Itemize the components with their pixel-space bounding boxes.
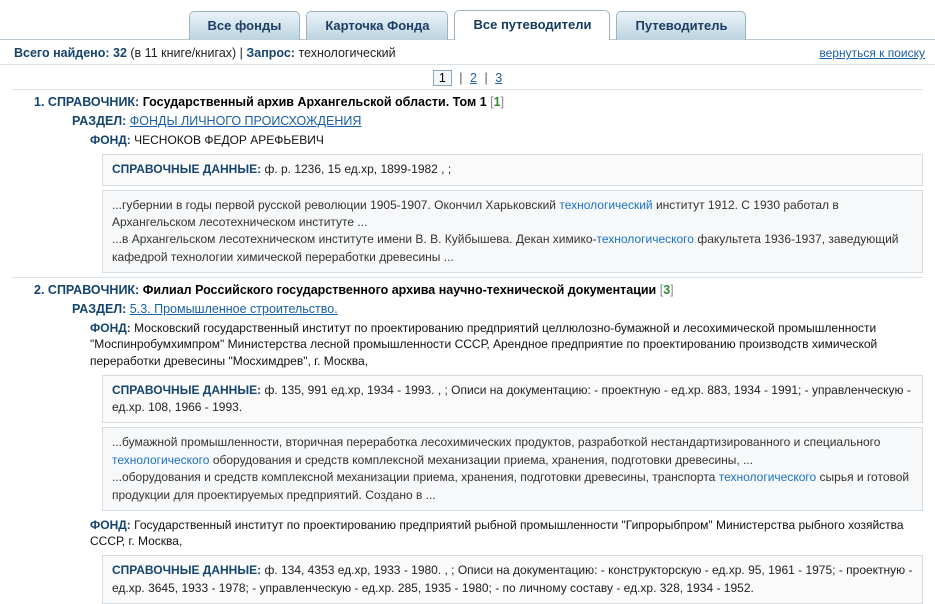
result-header (12, 89, 923, 112)
fond-label: ФОНД: (90, 321, 131, 336)
result-body (12, 112, 923, 273)
page-3-button[interactable]: 3 (495, 71, 503, 85)
tab-all-funds[interactable]: Все фонды (189, 11, 301, 40)
razdel-row (72, 300, 923, 318)
snippet-panel (102, 190, 923, 274)
razdel-link[interactable]: 5.3. Промышленное строительство. (129, 302, 338, 317)
reference-data-label: СПРАВОЧНЫЕ ДАННЫЕ: (112, 162, 262, 177)
query-value: технологический (298, 46, 396, 60)
pager-sep-1: | (459, 71, 463, 85)
page-2-button[interactable]: 2 (470, 71, 477, 85)
page-1-button[interactable]: 1 (433, 70, 452, 86)
result-hit-count: [1] (490, 95, 505, 109)
fond-value: Государственный институт по проектированию предприятий рыбной промышленности "Гипрорыбпром" Министерства рыбного хозяйства СССР, г. Москва, (90, 518, 904, 549)
found-books: (в 11 книге/книгах) (130, 46, 237, 60)
infobar-separator: | (239, 46, 243, 60)
snippet-line: ...губернии в годы первой русской революции 1905-1907. Окончил Харьковский технологический институт 1912. С 1930 работал в Архангельском лесотехническом институте ... (112, 197, 839, 229)
reference-data-value: ф. 134, 4353 ед.хр, 1933 - 1980. , ; Описи на документацию: - конструкторскую - ед.хр. 95, 1961 - 1975; - проектную - ед.хр. 3645, 1933 - 1978; - управленческую - ед.хр. 285, 1935 - 1980; - по личному составу - ед.хр. 328, 1934 - 1952. (112, 563, 913, 595)
result-header (12, 277, 923, 300)
reference-data-label: СПРАВОЧНЫЕ ДАННЫЕ: (112, 382, 262, 397)
razdel-label: РАЗДЕЛ: (72, 302, 127, 317)
reference-data-panel (102, 555, 923, 604)
back-to-search-link[interactable]: вернуться к поиску (819, 46, 925, 60)
snippet-line: ...в Архангельском лесотехническом институте имени В. В. Куйбышева. Декан химико-технологического факультета 1936-1937, заведующий кафедрой технологии химической переработки древесины ... (112, 232, 899, 264)
result-title: Государственный архив Архангельской области. Том 1 (142, 95, 487, 109)
fond-row (72, 515, 923, 551)
result-item (12, 277, 923, 604)
pagination (0, 65, 935, 89)
fond-row (72, 130, 923, 150)
query-highlight: технологического (596, 232, 694, 247)
query-highlight: технологического (112, 452, 210, 467)
query-highlight: технологический (559, 197, 653, 212)
tab-guide[interactable]: Путеводитель (616, 11, 746, 40)
fond-label: ФОНД: (90, 133, 131, 147)
result-body (12, 300, 923, 604)
reference-data-value: ф. р. 1236, 15 ед.хр, 1899-1982 , ; (264, 162, 452, 177)
reference-data-panel (102, 375, 923, 424)
result-number: 1. (34, 95, 45, 109)
snippet-line: ...оборудования и средств комплексной механизации приема, хранения, подготовки древесины, транспорта технологического сырья и готовой продукции для проектируемых предприятий. Создано в ... (112, 470, 910, 502)
razdel-link[interactable]: ФОНДЫ ЛИЧНОГО ПРОИСХОЖДЕНИЯ (129, 114, 362, 128)
query-label: Запрос: (246, 46, 295, 60)
fond-label: ФОНД: (90, 518, 131, 533)
result-item (12, 89, 923, 273)
result-title: Филиал Российского государственного архива научно-технической документации (142, 283, 657, 298)
tab-all-guides[interactable]: Все путеводители (454, 10, 610, 40)
snippet-panel (102, 427, 923, 511)
reference-data-panel (102, 154, 923, 185)
result-type-label: СПРАВОЧНИК: (47, 95, 140, 109)
found-count: 32 (113, 46, 127, 60)
razdel-label: РАЗДЕЛ: (72, 114, 127, 128)
snippet-line: ...бумажной промышленности, вторичная переработка лесохимических продуктов, разработкой нестандартизированного и специального технологического оборудования и средств комплексной механизации приема, хранения, подготовки древесины, ... (112, 435, 881, 467)
fond-value: Московский государственный институт по проектированию предприятий целлюлозно-бумажной и лесохимической промышленности "Моспинробумхимпром" Министерства лесной промышленности СССР, Арендное предприятие по проектированию производств химической переработки древесины "Мосхимдрев", г. Москва, (90, 321, 878, 368)
reference-data-value: ф. 135, 991 ед.хр, 1934 - 1993. , ; Описи на документацию: - проектную - ед.хр. 883, 1934 - 1991; - управленческую - ед.хр. 108, 1966 - 1993. (112, 382, 911, 415)
results-infobar (0, 40, 935, 65)
pager-sep-2: | (484, 71, 488, 85)
query-highlight: технологического (718, 470, 817, 485)
results-summary (14, 46, 396, 60)
result-number: 2. (34, 283, 45, 298)
reference-data-label: СПРАВОЧНЫЕ ДАННЫЕ: (112, 563, 262, 578)
fond-value: ЧЕСНОКОВ ФЕДОР АРЕФЬЕВИЧ (134, 133, 324, 147)
result-type-label: СПРАВОЧНИК: (47, 283, 140, 298)
tab-fund-card[interactable]: Карточка Фонда (306, 11, 448, 40)
tabbar (0, 0, 935, 40)
result-hit-count: [3] (659, 283, 674, 298)
results-list (0, 89, 935, 604)
found-label: Всего найдено: (14, 46, 110, 60)
fond-row (72, 318, 923, 371)
razdel-row (72, 112, 923, 130)
